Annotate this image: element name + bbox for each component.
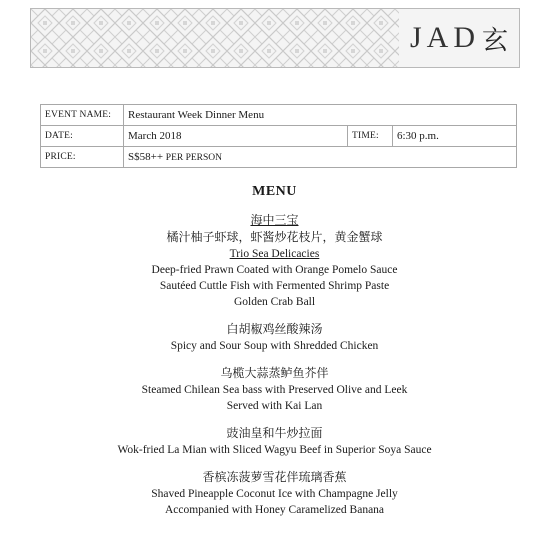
event-details-table [40, 104, 517, 168]
price-label: PRICE: [41, 147, 124, 168]
course-en-item: Accompanied with Honey Caramelized Banana [164, 504, 385, 516]
course-zh-title: 乌榄大蒜蒸鲈鱼芥伴 [220, 366, 329, 380]
header-lattice-banner [30, 8, 520, 68]
course-la-mian [0, 425, 549, 458]
event-name-row [41, 105, 517, 126]
course-zh-title: 香槟冻菠萝雪花伴琉璃香蕉 [202, 470, 347, 484]
course-zh-title: 豉油皇和牛炒拉面 [226, 426, 323, 440]
date-label: DATE: [41, 126, 124, 147]
course-en-item: Steamed Chilean Sea bass with Preserved Olive and Leek [141, 384, 408, 396]
course-zh-title: 白胡椒鸡丝酸辣汤 [226, 322, 323, 336]
time-value: 6:30 p.m. [393, 126, 517, 147]
price-row [41, 147, 517, 168]
course-dessert [0, 469, 549, 518]
course-sea-bass [0, 365, 549, 414]
price-value: S$58++ [128, 151, 164, 163]
event-name-value: Restaurant Week Dinner Menu [124, 105, 517, 126]
logo-mark: 玄 [482, 25, 509, 55]
course-zh-title: 海中三宝 [250, 213, 299, 227]
event-name-label: EVENT NAME: [41, 105, 124, 126]
time-label: TIME: [348, 126, 393, 147]
course-trio-sea-delicacies [0, 212, 549, 310]
menu-title: MENU [252, 184, 297, 199]
course-en-item: Shaved Pineapple Coconut Ice with Champagne Jelly [151, 488, 398, 500]
course-en-item: Served with Kai Lan [226, 400, 323, 412]
course-en-item: Golden Crab Ball [233, 296, 316, 308]
logo-text: JAD [409, 21, 480, 54]
course-en-item: Spicy and Sour Soup with Shredded Chicken [170, 340, 379, 352]
date-value: March 2018 [124, 126, 348, 147]
course-zh-items: 橘汁柚子虾球，虾酱炒花枝片，黄金蟹球 [166, 230, 383, 244]
course-soup [0, 321, 549, 354]
menu-section [0, 180, 549, 529]
jade-logo [399, 9, 519, 67]
price-value-cell [124, 147, 517, 168]
course-en-item: Deep-fried Prawn Coated with Orange Pomelo Sauce [151, 264, 398, 276]
course-en-title: Trio Sea Delicacies [229, 248, 320, 260]
course-en-item: Wok-fried La Mian with Sliced Wagyu Beef in Superior Soya Sauce [117, 444, 432, 456]
date-row [41, 126, 517, 147]
price-suffix: PER PERSON [165, 153, 223, 163]
course-en-item: Sautéed Cuttle Fish with Fermented Shrimp Paste [159, 280, 390, 292]
